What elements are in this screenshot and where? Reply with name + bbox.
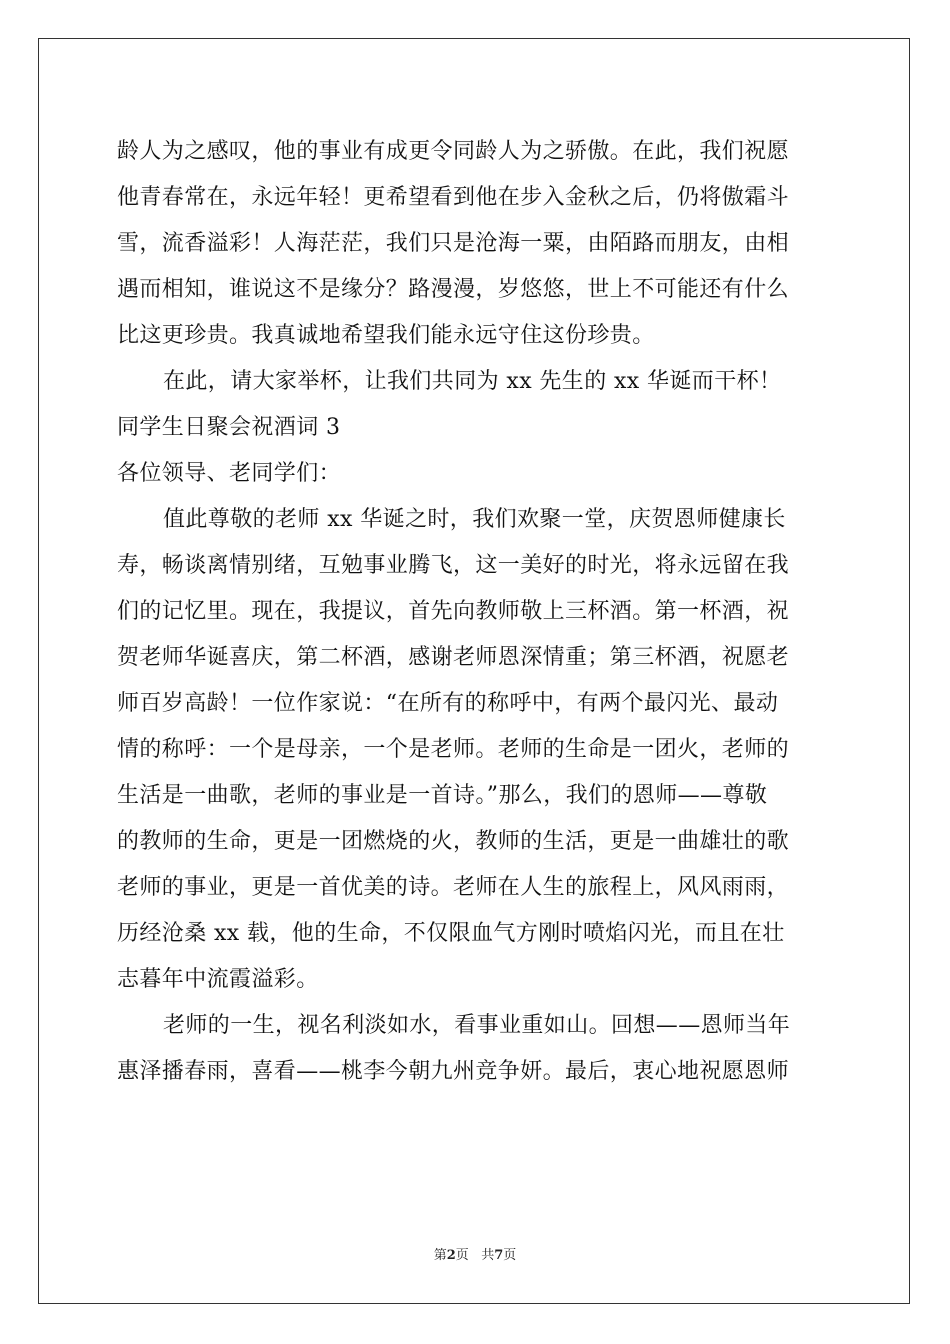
text-line: 比这更珍贵。我真诚地希望我们能永远守住这份珍贵。 — [117, 323, 655, 348]
text-line: 同学生日聚会祝酒词 3 — [117, 415, 341, 440]
text-line: 在此，请大家举杯，让我们共同为 xx 先生的 xx 华诞而干杯！ — [163, 369, 782, 394]
text-line: 寿，畅谈离情别绪，互勉事业腾飞，这一美好的时光，将永远留在我 — [117, 553, 790, 578]
page-footer — [0, 1247, 950, 1265]
text-line: 老师的一生，视名利淡如水，看事业重如山。回想——恩师当年 — [163, 1013, 791, 1038]
text-line: 遇而相知，谁说这不是缘分？路漫漫，岁悠悠，世上不可能还有什么 — [117, 277, 790, 302]
footer-total-prefix: 共 — [481, 1248, 495, 1263]
text-line: 惠泽播春雨，喜看——桃李今朝九州竞争妍。最后，衷心地祝愿恩师 — [117, 1059, 790, 1084]
text-line: 们的记忆里。现在，我提议，首先向教师敬上三杯酒。第一杯酒，祝 — [117, 599, 790, 624]
text-line: 各位领导、老同学们： — [117, 461, 342, 486]
text-line: 情的称呼：一个是母亲，一个是老师。老师的生命是一团火，老师的 — [117, 737, 790, 762]
text-line: 雪，流香溢彩！人海茫茫，我们只是沧海一粟，由陌路而朋友，由相 — [117, 231, 790, 256]
text-line: 他青春常在，永远年轻！更希望看到他在步入金秋之后，仍将傲霜斗 — [117, 185, 790, 210]
footer-page-unit: 页 — [455, 1248, 469, 1263]
text-line: 龄人为之感叹，他的事业有成更令同龄人为之骄傲。在此，我们祝愿 — [117, 139, 790, 164]
document-body — [117, 129, 833, 1095]
text-line: 师百岁高龄！一位作家说：“在所有的称呼中，有两个最闪光、最动 — [117, 691, 779, 716]
total-page-count: 7 — [494, 1248, 504, 1263]
current-page-number: 2 — [446, 1248, 456, 1263]
text-line: 生活是一曲歌，老师的事业是一首诗。”那么，我们的恩师——尊敬 — [117, 783, 768, 808]
text-line: 历经沧桑 xx 载，他的生命，不仅限血气方刚时喷焰闪光，而且在壮 — [117, 921, 785, 946]
text-line: 志暮年中流霞溢彩。 — [117, 967, 319, 992]
footer-total-unit: 页 — [503, 1248, 517, 1263]
footer-prefix: 第 — [433, 1248, 447, 1263]
text-line: 值此尊敬的老师 xx 华诞之时，我们欢聚一堂，庆贺恩师健康长 — [163, 507, 786, 532]
text-line: 贺老师华诞喜庆，第二杯酒，感谢老师恩深情重；第三杯酒，祝愿老 — [117, 645, 790, 670]
text-line: 老师的事业，更是一首优美的诗。老师在人生的旅程上，风风雨雨， — [117, 875, 790, 900]
text-line: 的教师的生命，更是一团燃烧的火，教师的生活，更是一曲雄壮的歌 — [117, 829, 790, 854]
